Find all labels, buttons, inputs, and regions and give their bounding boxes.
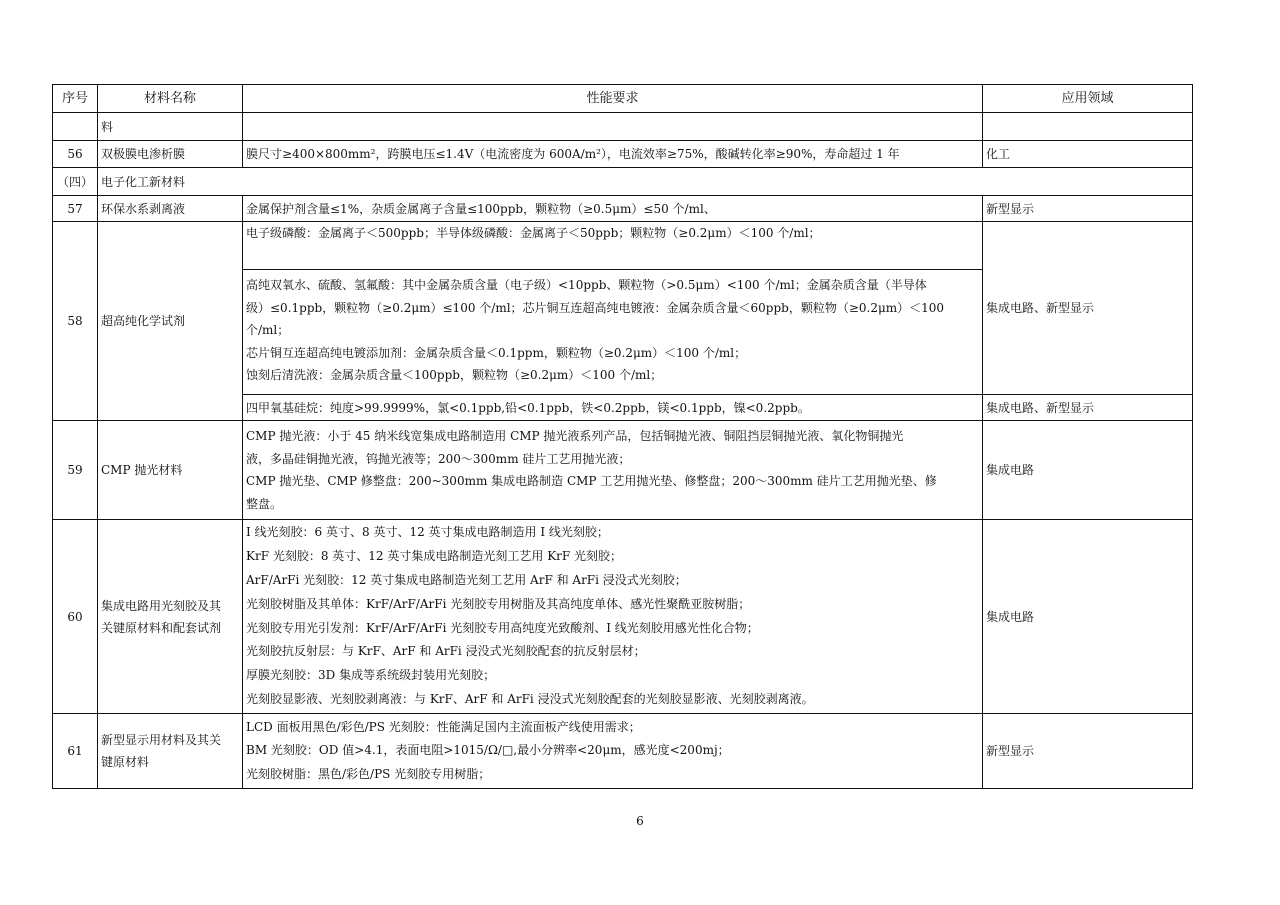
row-material-name: 超高纯化学试剂 [98,222,243,421]
table-row [53,520,1193,714]
requirement-line: BM 光刻胶：OD 值>4.1，表面电阻>1015/Ω/□,最小分辨率<20μm，感光度<200mj； [246,743,730,758]
requirement-line: 液，多晶硅铜抛光液，钨抛光液等；200～300mm 硅片工艺用抛光液； [246,451,631,466]
row-material-name: 料 [98,113,243,141]
row-requirements: 金属保护剂含量≤1%，杂质金属离子含量≤100ppb，颗粒物（≥0.5μm）≤50 个/ml、 [243,196,983,222]
header-application-field: 应用领域 [983,85,1193,113]
table-row [53,141,1193,168]
row-application-field: 集成电路、新型显示 [983,395,1193,421]
row-application-field: 集成电路、新型显示 [983,222,1193,395]
requirement-line: LCD 面板用黑色/彩色/PS 光刻胶：性能满足国内主流面板产线使用需求； [246,719,641,734]
row-requirements [243,714,983,789]
row-application-field [983,113,1193,141]
requirement-line: 级）≤0.1ppb，颗粒物（≥0.2μm）≤100 个/ml；芯片铜互连超高纯电镀液：金属杂质含量＜60ppb，颗粒物（≥0.2μm）＜100 [246,300,945,315]
requirement-line: 厚膜光刻胶：3D 集成等系统级封装用光刻胶； [246,668,496,683]
requirement-line: 芯片铜互连超高纯电镀添加剂：金属杂质含量＜0.1ppm，颗粒物（≥0.2μm）＜100 个/ml； [246,345,747,360]
material-name-line: 集成电路用光刻胶及其 [101,598,222,613]
row-requirements: 膜尺寸≥400×800mm²，跨膜电压≤1.4V（电流密度为 600A/m²），电流效率≥75%，酸碱转化率≥90%，寿命超过 1 年 [243,141,983,168]
section-title: 电子化工新材料 [98,168,1193,196]
requirement-line: 光刻胶抗反射层：与 KrF、ArF 和 ArFi 浸没式光刻胶配套的抗反射层材； [246,644,646,659]
header-material-name: 材料名称 [98,85,243,113]
requirement-line: CMP 抛光垫、CMP 修整盘：200~300mm 集成电路制造 CMP 工艺用抛光垫、修整盘；200～300mm 硅片工艺用抛光垫、修 [246,474,937,488]
row-material-name [98,520,243,714]
row-requirements: 四甲氧基硅烷：纯度>99.9999%，氯<0.1ppb,铅<0.1ppb，铁<0.2ppb，镁<0.1ppb，镍<0.2ppb。 [243,395,983,421]
requirement-line: ArF/ArFi 光刻胶：12 英寸集成电路制造光刻工艺用 ArF 和 ArFi 浸没式光刻胶； [246,572,687,587]
requirement-line: 蚀刻后清洗液：金属杂质含量＜100ppb，颗粒物（≥0.2μm）＜100 个/ml； [246,368,663,382]
requirement-line: 光刻胶树脂：黑色/彩色/PS 光刻胶专用树脂； [246,766,491,781]
material-name-line: 关键原材料和配套试剂 [101,620,222,635]
row-no: 60 [53,520,98,714]
requirement-line: 高纯双氧水、硫酸、氢氟酸：其中金属杂质含量（电子级）<10ppb、颗粒物（>0.5μm）<100 个/ml；金属杂质含量（半导体 [246,278,927,292]
row-material-name: CMP 抛光材料 [98,421,243,520]
section-no: （四） [53,168,98,196]
row-no: 57 [53,196,98,222]
header-requirements: 性能要求 [243,85,983,113]
section-row [53,168,1193,196]
requirement-line: KrF 光刻胶：8 英寸、12 英寸集成电路制造光刻工艺用 KrF 光刻胶； [246,549,623,564]
row-application-field: 新型显示 [983,196,1193,222]
row-application-field: 化工 [983,141,1193,168]
requirement-line: 光刻胶显影液、光刻胶剥离液：与 KrF、ArF 和 ArFi 浸没式光刻胶配套的光刻胶显影液、光刻胶剥离液。 [246,691,814,706]
requirement-line: 个/ml； [246,323,290,337]
row-application-field: 集成电路 [983,520,1193,714]
requirement-line: 光刻胶树脂及其单体：KrF/ArF/ArFi 光刻胶专用树脂及其高纯度单体、感光性聚酰亚胺树脂； [246,596,751,611]
row-requirements [243,113,983,141]
row-requirements [243,421,983,520]
material-name-line: 键原材料 [101,755,150,769]
table-row [53,222,1193,270]
requirement-line: CMP 抛光液：小于 45 纳米线宽集成电路制造用 CMP 抛光液系列产品，包括铜抛光液、铜阻挡层铜抛光液、氧化物铜抛光 [246,429,904,443]
row-no: 59 [53,421,98,520]
row-requirements [243,520,983,714]
row-no: 58 [53,222,98,421]
table-row [53,113,1193,141]
requirement-line: 光刻胶专用光引发剂：KrF/ArF/ArFi 光刻胶专用高纯度光致酸剂、I 线光刻胶用感光性化合物； [246,620,759,635]
table-row [53,714,1193,789]
row-no: 61 [53,714,98,789]
row-application-field: 集成电路 [983,421,1193,520]
material-name-line: 新型显示用材料及其关 [101,733,222,747]
table-header-row [53,85,1193,113]
page-number: 6 [636,814,644,828]
row-material-name [98,714,243,789]
table-row [53,421,1193,520]
row-requirements [243,270,983,395]
requirement-line: 整盘。 [246,496,283,511]
row-material-name: 双极膜电渗析膜 [98,141,243,168]
row-requirements: 电子级磷酸：金属离子＜500ppb；半导体级磷酸：金属离子＜50ppb；颗粒物（≥0.2μm）＜100 个/ml； [243,222,983,270]
header-no: 序号 [53,85,98,113]
row-no [53,113,98,141]
requirement-line: I 线光刻胶：6 英寸、8 英寸、12 英寸集成电路制造用 I 线光刻胶； [246,525,609,540]
table-row [53,196,1193,222]
row-application-field: 新型显示 [983,714,1193,789]
materials-table [52,84,1193,789]
row-no: 56 [53,141,98,168]
row-material-name: 环保水系剥离液 [98,196,243,222]
